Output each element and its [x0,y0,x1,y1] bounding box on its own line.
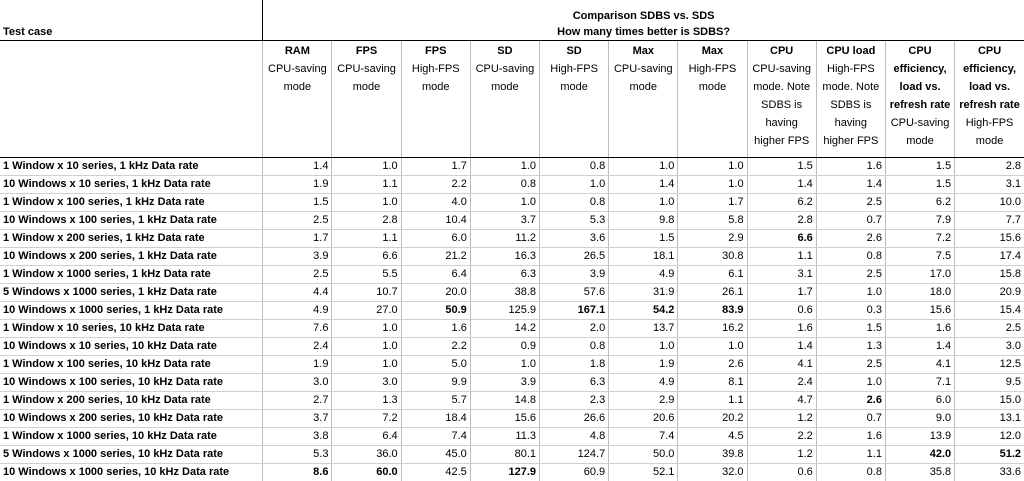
column-header-mode: High-FPS mode [543,60,605,96]
table-cell: 1.0 [678,158,747,176]
table-cell: 6.0 [885,392,954,410]
table-cell: 1.6 [816,158,885,176]
table-cell: 2.5 [816,194,885,212]
table-cell: 13.1 [955,410,1024,428]
table-cell: 52.1 [609,464,678,481]
table-cell: 14.2 [470,320,539,338]
table-row [0,320,1024,338]
table-cell: 4.1 [885,356,954,374]
table-cell: 11.2 [470,230,539,248]
table-cell: 2.6 [816,392,885,410]
table-cell: 1.0 [332,320,401,338]
column-header [263,41,332,158]
column-header-metric: CPU efficiency, load vs. refresh rate [958,42,1021,114]
table-cell: 0.9 [470,338,539,356]
table-cell: 1.5 [609,230,678,248]
comparison-heading [263,0,1024,41]
table-cell: 1.8 [540,356,609,374]
table-cell: 2.5 [816,356,885,374]
table-cell: 1.5 [747,158,816,176]
table-cell: 4.7 [747,392,816,410]
table-cell: 1.4 [816,176,885,194]
table-row [0,248,1024,266]
table-cell: 3.1 [955,176,1024,194]
column-header [470,41,539,158]
table-cell: 1.4 [747,176,816,194]
table-row [0,356,1024,374]
table-cell: 1.1 [332,230,401,248]
table-cell: 3.7 [470,212,539,230]
table-cell: 6.3 [540,374,609,392]
table-body [0,158,1024,481]
column-header-metric: CPU efficiency, load vs. refresh rate [889,42,951,114]
table-cell: 38.8 [470,284,539,302]
table-cell: 2.6 [816,230,885,248]
table-cell: 7.7 [955,212,1024,230]
table-cell: 167.1 [540,302,609,320]
column-header-metric: RAM [266,42,328,60]
column-header-mode: CPU-saving mode [266,60,328,96]
table-cell: 4.4 [263,284,332,302]
test-case-label: 10 Windows x 1000 series, 1 kHz Data rate [0,302,263,320]
title-row [0,0,1024,41]
table-cell: 1.6 [401,320,470,338]
table-cell: 30.8 [678,248,747,266]
table-cell: 3.1 [747,266,816,284]
table-cell: 15.6 [885,302,954,320]
table-cell: 125.9 [470,302,539,320]
table-cell: 2.5 [263,212,332,230]
column-header-metric: FPS [335,42,397,60]
table-cell: 1.0 [816,374,885,392]
table-cell: 5.0 [401,356,470,374]
table-cell: 20.6 [609,410,678,428]
table-cell: 54.2 [609,302,678,320]
table-row [0,374,1024,392]
table-cell: 9.0 [885,410,954,428]
table-cell: 0.8 [470,176,539,194]
table-cell: 1.3 [332,392,401,410]
column-header-mode: CPU-saving mode [612,60,674,96]
table-row [0,392,1024,410]
table-cell: 1.7 [747,284,816,302]
table-cell: 1.1 [332,176,401,194]
table-cell: 4.9 [609,266,678,284]
table-cell: 31.9 [609,284,678,302]
table-row [0,302,1024,320]
table-cell: 3.9 [470,374,539,392]
table-cell: 0.8 [816,248,885,266]
table-cell: 33.6 [955,464,1024,481]
column-header-metric: Max [612,42,674,60]
table-cell: 35.8 [885,464,954,481]
table-cell: 15.6 [470,410,539,428]
table-cell: 5.7 [401,392,470,410]
table-cell: 15.4 [955,302,1024,320]
table-cell: 7.5 [885,248,954,266]
table-cell: 7.2 [332,410,401,428]
table-cell: 1.4 [609,176,678,194]
table-cell: 2.5 [263,266,332,284]
table-cell: 3.9 [263,248,332,266]
table-cell: 2.3 [540,392,609,410]
table-cell: 3.9 [540,266,609,284]
table-cell: 1.1 [747,248,816,266]
table-cell: 15.6 [955,230,1024,248]
column-header-mode: High-FPS mode [958,114,1021,150]
table-cell: 6.1 [678,266,747,284]
table-cell: 2.8 [747,212,816,230]
column-header-metric: SD [543,42,605,60]
comparison-subtitle: How many times better is SDBS? [266,24,1021,40]
table-cell: 13.7 [609,320,678,338]
table-cell: 18.0 [885,284,954,302]
table-cell: 20.0 [401,284,470,302]
table-cell: 1.7 [401,158,470,176]
table-cell: 3.0 [332,374,401,392]
table-cell: 60.0 [332,464,401,481]
table-cell: 2.7 [263,392,332,410]
table-cell: 13.9 [885,428,954,446]
test-case-label: 5 Windows x 1000 series, 1 kHz Data rate [0,284,263,302]
table-cell: 6.0 [401,230,470,248]
table-cell: 1.0 [332,338,401,356]
table-cell: 45.0 [401,446,470,464]
table-cell: 2.4 [263,338,332,356]
test-case-label: 1 Window x 1000 series, 1 kHz Data rate [0,266,263,284]
table-cell: 0.8 [540,338,609,356]
table-cell: 57.6 [540,284,609,302]
table-cell: 10.0 [955,194,1024,212]
table-row [0,284,1024,302]
table-row [0,464,1024,481]
test-case-label: 1 Window x 100 series, 10 kHz Data rate [0,356,263,374]
table-cell: 18.1 [609,248,678,266]
table-cell: 1.6 [885,320,954,338]
table-cell: 0.6 [747,464,816,481]
column-header [816,41,885,158]
test-case-heading: Test case [0,0,263,41]
table-cell: 127.9 [470,464,539,481]
table-cell: 4.9 [263,302,332,320]
column-header-metric: CPU [751,42,813,60]
column-header [678,41,747,158]
table-cell: 2.2 [401,338,470,356]
table-cell: 6.6 [332,248,401,266]
table-cell: 9.9 [401,374,470,392]
table-cell: 6.3 [470,266,539,284]
table-cell: 1.3 [816,338,885,356]
table-row [0,428,1024,446]
table-cell: 2.0 [540,320,609,338]
table-cell: 39.8 [678,446,747,464]
table-cell: 1.4 [747,338,816,356]
table-cell: 15.8 [955,266,1024,284]
column-header-metric: FPS [405,42,467,60]
column-header [955,41,1024,158]
table-cell: 4.0 [401,194,470,212]
table-cell: 26.6 [540,410,609,428]
table-cell: 14.8 [470,392,539,410]
table-cell: 6.2 [885,194,954,212]
table-cell: 124.7 [540,446,609,464]
table-cell: 12.0 [955,428,1024,446]
table-cell: 1.0 [609,338,678,356]
table-cell: 2.9 [609,392,678,410]
table-cell: 1.1 [678,392,747,410]
table-cell: 16.2 [678,320,747,338]
test-case-label: 1 Window x 1000 series, 10 kHz Data rate [0,428,263,446]
table-cell: 2.4 [747,374,816,392]
table-cell: 26.1 [678,284,747,302]
table-cell: 5.3 [263,446,332,464]
column-header-mode: CPU-saving mode. Note SDBS is having higher FPS [751,60,813,150]
table-cell: 26.5 [540,248,609,266]
table-cell: 0.7 [816,212,885,230]
table-cell: 2.6 [678,356,747,374]
table-cell: 1.5 [263,194,332,212]
table-cell: 1.0 [678,176,747,194]
table-cell: 2.8 [332,212,401,230]
table-cell: 3.7 [263,410,332,428]
column-header-metric: SD [474,42,536,60]
table-cell: 0.6 [747,302,816,320]
table-row [0,158,1024,176]
table-row [0,230,1024,248]
test-case-label: 10 Windows x 100 series, 1 kHz Data rate [0,212,263,230]
table-cell: 1.0 [470,356,539,374]
table-cell: 1.0 [332,356,401,374]
table-cell: 0.3 [816,302,885,320]
table-cell: 15.0 [955,392,1024,410]
test-case-label: 5 Windows x 1000 series, 10 kHz Data rate [0,446,263,464]
table-cell: 11.3 [470,428,539,446]
table-cell: 7.4 [609,428,678,446]
table-cell: 1.0 [609,194,678,212]
test-case-label: 10 Windows x 200 series, 1 kHz Data rate [0,248,263,266]
table-cell: 1.6 [816,428,885,446]
table-cell: 1.9 [609,356,678,374]
table-cell: 4.8 [540,428,609,446]
table-cell: 1.2 [747,446,816,464]
table-cell: 1.0 [609,158,678,176]
table-cell: 5.3 [540,212,609,230]
table-cell: 80.1 [470,446,539,464]
column-header-mode: CPU-saving mode [335,60,397,96]
test-case-label: 1 Window x 100 series, 1 kHz Data rate [0,194,263,212]
table-cell: 7.9 [885,212,954,230]
test-case-label: 10 Windows x 100 series, 10 kHz Data rate [0,374,263,392]
table-cell: 7.2 [885,230,954,248]
column-header [332,41,401,158]
test-case-label: 1 Window x 200 series, 10 kHz Data rate [0,392,263,410]
table-cell: 4.5 [678,428,747,446]
table-cell: 2.5 [816,266,885,284]
table-cell: 83.9 [678,302,747,320]
table-cell: 0.8 [540,194,609,212]
table-cell: 1.0 [470,194,539,212]
table-cell: 60.9 [540,464,609,481]
table-cell: 0.7 [816,410,885,428]
table-cell: 2.9 [678,230,747,248]
table-cell: 1.5 [885,158,954,176]
table-cell: 1.0 [332,194,401,212]
table-cell: 5.5 [332,266,401,284]
table-cell: 27.0 [332,302,401,320]
table-cell: 1.0 [678,338,747,356]
column-header-metric: Max [681,42,743,60]
test-case-label: 1 Window x 10 series, 10 kHz Data rate [0,320,263,338]
table-cell: 3.0 [263,374,332,392]
table-cell: 20.2 [678,410,747,428]
table-cell: 1.4 [263,158,332,176]
table-cell: 1.4 [885,338,954,356]
column-header [609,41,678,158]
test-case-label: 10 Windows x 200 series, 10 kHz Data rate [0,410,263,428]
table-cell: 2.5 [955,320,1024,338]
table-row [0,194,1024,212]
table-cell: 5.8 [678,212,747,230]
table-cell: 6.4 [401,266,470,284]
table-cell: 17.4 [955,248,1024,266]
table-cell: 4.1 [747,356,816,374]
test-case-label: 1 Window x 10 series, 1 kHz Data rate [0,158,263,176]
table-cell: 1.6 [747,320,816,338]
table-cell: 2.8 [955,158,1024,176]
table-cell: 20.9 [955,284,1024,302]
table-cell: 0.8 [540,158,609,176]
column-header-mode: CPU-saving mode [474,60,536,96]
table-cell: 6.2 [747,194,816,212]
table-cell: 1.9 [263,176,332,194]
test-case-label: 10 Windows x 1000 series, 10 kHz Data rate [0,464,263,481]
table-cell: 1.0 [816,284,885,302]
table-cell: 8.1 [678,374,747,392]
table-cell: 50.0 [609,446,678,464]
table-cell: 9.8 [609,212,678,230]
table-cell: 8.6 [263,464,332,481]
table-cell: 18.4 [401,410,470,428]
table-cell: 12.5 [955,356,1024,374]
table-cell: 3.8 [263,428,332,446]
column-header [747,41,816,158]
table-row [0,212,1024,230]
table-cell: 42.0 [885,446,954,464]
table-cell: 9.5 [955,374,1024,392]
column-header-mode: CPU-saving mode [889,114,951,150]
column-header-row [0,41,1024,158]
table-cell: 10.4 [401,212,470,230]
table-cell: 16.3 [470,248,539,266]
table-cell: 36.0 [332,446,401,464]
test-case-label: 10 Windows x 10 series, 10 kHz Data rate [0,338,263,356]
column-header-mode: High-FPS mode. Note SDBS is having higher FPS [820,60,882,150]
table-cell: 1.7 [678,194,747,212]
table-row [0,266,1024,284]
table-cell: 6.6 [747,230,816,248]
table-cell: 2.2 [747,428,816,446]
table-cell: 4.9 [609,374,678,392]
table-cell: 1.0 [540,176,609,194]
table-cell: 1.5 [816,320,885,338]
table-cell: 7.4 [401,428,470,446]
table-row [0,410,1024,428]
table-row [0,176,1024,194]
table-cell: 6.4 [332,428,401,446]
column-header-mode: High-FPS mode [405,60,467,96]
table-cell: 1.5 [885,176,954,194]
table-cell: 32.0 [678,464,747,481]
table-cell: 51.2 [955,446,1024,464]
table-cell: 50.9 [401,302,470,320]
table-cell: 1.2 [747,410,816,428]
test-case-label: 10 Windows x 10 series, 1 kHz Data rate [0,176,263,194]
table-cell: 1.0 [470,158,539,176]
table-cell: 2.2 [401,176,470,194]
table-cell: 3.6 [540,230,609,248]
table-cell: 1.0 [332,158,401,176]
column-header-metric: CPU load [820,42,882,60]
column-header [885,41,954,158]
column-header [540,41,609,158]
comparison-title: Comparison SDBS vs. SDS [266,8,1021,24]
table-cell: 1.9 [263,356,332,374]
table-cell: 7.6 [263,320,332,338]
column-header-mode: High-FPS mode [681,60,743,96]
table-row [0,338,1024,356]
table-cell: 3.0 [955,338,1024,356]
table-cell: 0.8 [816,464,885,481]
table-cell: 21.2 [401,248,470,266]
table-cell: 42.5 [401,464,470,481]
header-spacer [0,41,263,158]
table-cell: 7.1 [885,374,954,392]
table-cell: 1.1 [816,446,885,464]
table-row [0,446,1024,464]
table-cell: 1.7 [263,230,332,248]
test-case-label: 1 Window x 200 series, 1 kHz Data rate [0,230,263,248]
column-header [401,41,470,158]
table-cell: 17.0 [885,266,954,284]
table-cell: 10.7 [332,284,401,302]
